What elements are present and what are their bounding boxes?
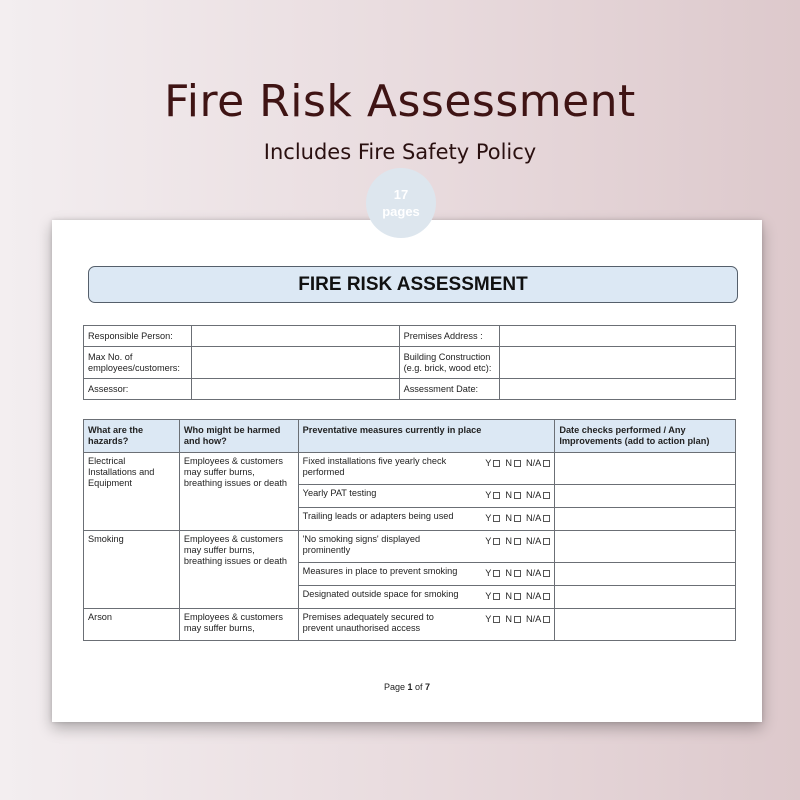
measure-cell: Designated outside space for smoking Y N N/A	[298, 586, 555, 609]
checkbox-n[interactable]	[514, 492, 521, 499]
info-table	[83, 325, 736, 400]
checks-cell[interactable]	[555, 485, 736, 508]
who-cell: Employees & customers may suffer burns, breathing issues or death	[179, 453, 298, 531]
checks-cell[interactable]	[555, 609, 736, 641]
yn-options: Y N N/A	[485, 568, 550, 579]
checkbox-n[interactable]	[514, 515, 521, 522]
yn-options: Y N N/A	[485, 490, 550, 501]
checkbox-y[interactable]	[493, 570, 500, 577]
document-sheet	[52, 220, 762, 722]
checkbox-y[interactable]	[493, 515, 500, 522]
yn-options: Y N N/A	[485, 513, 550, 524]
checkbox-na[interactable]	[543, 492, 550, 499]
premises-address-label: Premises Address :	[399, 326, 500, 347]
checkbox-y[interactable]	[493, 492, 500, 499]
yn-options: Y N N/A	[485, 614, 550, 625]
yn-options: Y N N/A	[485, 591, 550, 602]
hazard-cell: Smoking	[84, 531, 180, 609]
checkbox-na[interactable]	[543, 570, 550, 577]
checkbox-y[interactable]	[493, 593, 500, 600]
building-construction-field[interactable]	[500, 347, 736, 379]
pages-badge	[366, 168, 436, 238]
checkbox-n[interactable]	[514, 593, 521, 600]
assessor-label: Assessor:	[84, 379, 192, 400]
checkbox-na[interactable]	[543, 460, 550, 467]
measure-cell: Measures in place to prevent smoking Y N N/A	[298, 563, 555, 586]
main-title: Fire Risk Assessment	[164, 76, 636, 127]
badge-number: 17	[393, 187, 409, 202]
responsible-person-label: Responsible Person:	[84, 326, 192, 347]
checks-cell[interactable]	[555, 563, 736, 586]
measure-cell: Premises adequately secured to prevent unauthorised access Y N N/A	[298, 609, 555, 641]
checkbox-na[interactable]	[543, 515, 550, 522]
checks-cell[interactable]	[555, 508, 736, 531]
max-no-field[interactable]	[191, 347, 399, 379]
checkbox-y[interactable]	[493, 616, 500, 623]
assessment-date-field[interactable]	[500, 379, 736, 400]
header-checks: Date checks performed / Any Improvements (add to action plan)	[555, 420, 736, 453]
checkbox-n[interactable]	[514, 570, 521, 577]
hazard-cell: Electrical Installations and Equipment	[84, 453, 180, 531]
assessment-date-label: Assessment Date:	[399, 379, 500, 400]
assessor-field[interactable]	[191, 379, 399, 400]
checkbox-n[interactable]	[514, 538, 521, 545]
checkbox-n[interactable]	[514, 460, 521, 467]
checks-cell[interactable]	[555, 586, 736, 609]
measure-cell: Fixed installations five yearly check performed Y N N/A	[298, 453, 555, 485]
header-hazards: What are the hazards?	[84, 420, 180, 453]
max-no-label: Max No. of employees/customers:	[84, 347, 192, 379]
checks-cell[interactable]	[555, 453, 736, 485]
table-row	[84, 531, 736, 563]
header-who: Who might be harmed and how?	[179, 420, 298, 453]
subtitle: Includes Fire Safety Policy	[263, 140, 537, 164]
checkbox-y[interactable]	[493, 460, 500, 467]
form-title: FIRE RISK ASSESSMENT	[88, 266, 738, 303]
who-cell: Employees & customers may suffer burns,	[179, 609, 298, 641]
yn-options: Y N N/A	[485, 458, 550, 469]
checkbox-n[interactable]	[514, 616, 521, 623]
who-cell: Employees & customers may suffer burns, breathing issues or death	[179, 531, 298, 609]
header-measures: Preventative measures currently in place	[298, 420, 555, 453]
building-construction-label: Building Construction (e.g. brick, wood etc):	[399, 347, 500, 379]
measure-cell: 'No smoking signs' displayed prominently Y N N/A	[298, 531, 555, 563]
table-row	[84, 609, 736, 641]
checks-cell[interactable]	[555, 531, 736, 563]
table-row	[84, 453, 736, 485]
checkbox-y[interactable]	[493, 538, 500, 545]
yn-options: Y N N/A	[485, 536, 550, 547]
hazard-cell: Arson	[84, 609, 180, 641]
checkbox-na[interactable]	[543, 616, 550, 623]
premises-address-field[interactable]	[500, 326, 736, 347]
measure-cell: Trailing leads or adapters being used Y N N/A	[298, 508, 555, 531]
checkbox-na[interactable]	[543, 593, 550, 600]
checkbox-na[interactable]	[543, 538, 550, 545]
hazards-table	[83, 419, 736, 641]
page-footer: Page 1 of 7	[383, 682, 431, 692]
measure-cell: Yearly PAT testing Y N N/A	[298, 485, 555, 508]
responsible-person-field[interactable]	[191, 326, 399, 347]
badge-text: pages	[382, 204, 420, 219]
